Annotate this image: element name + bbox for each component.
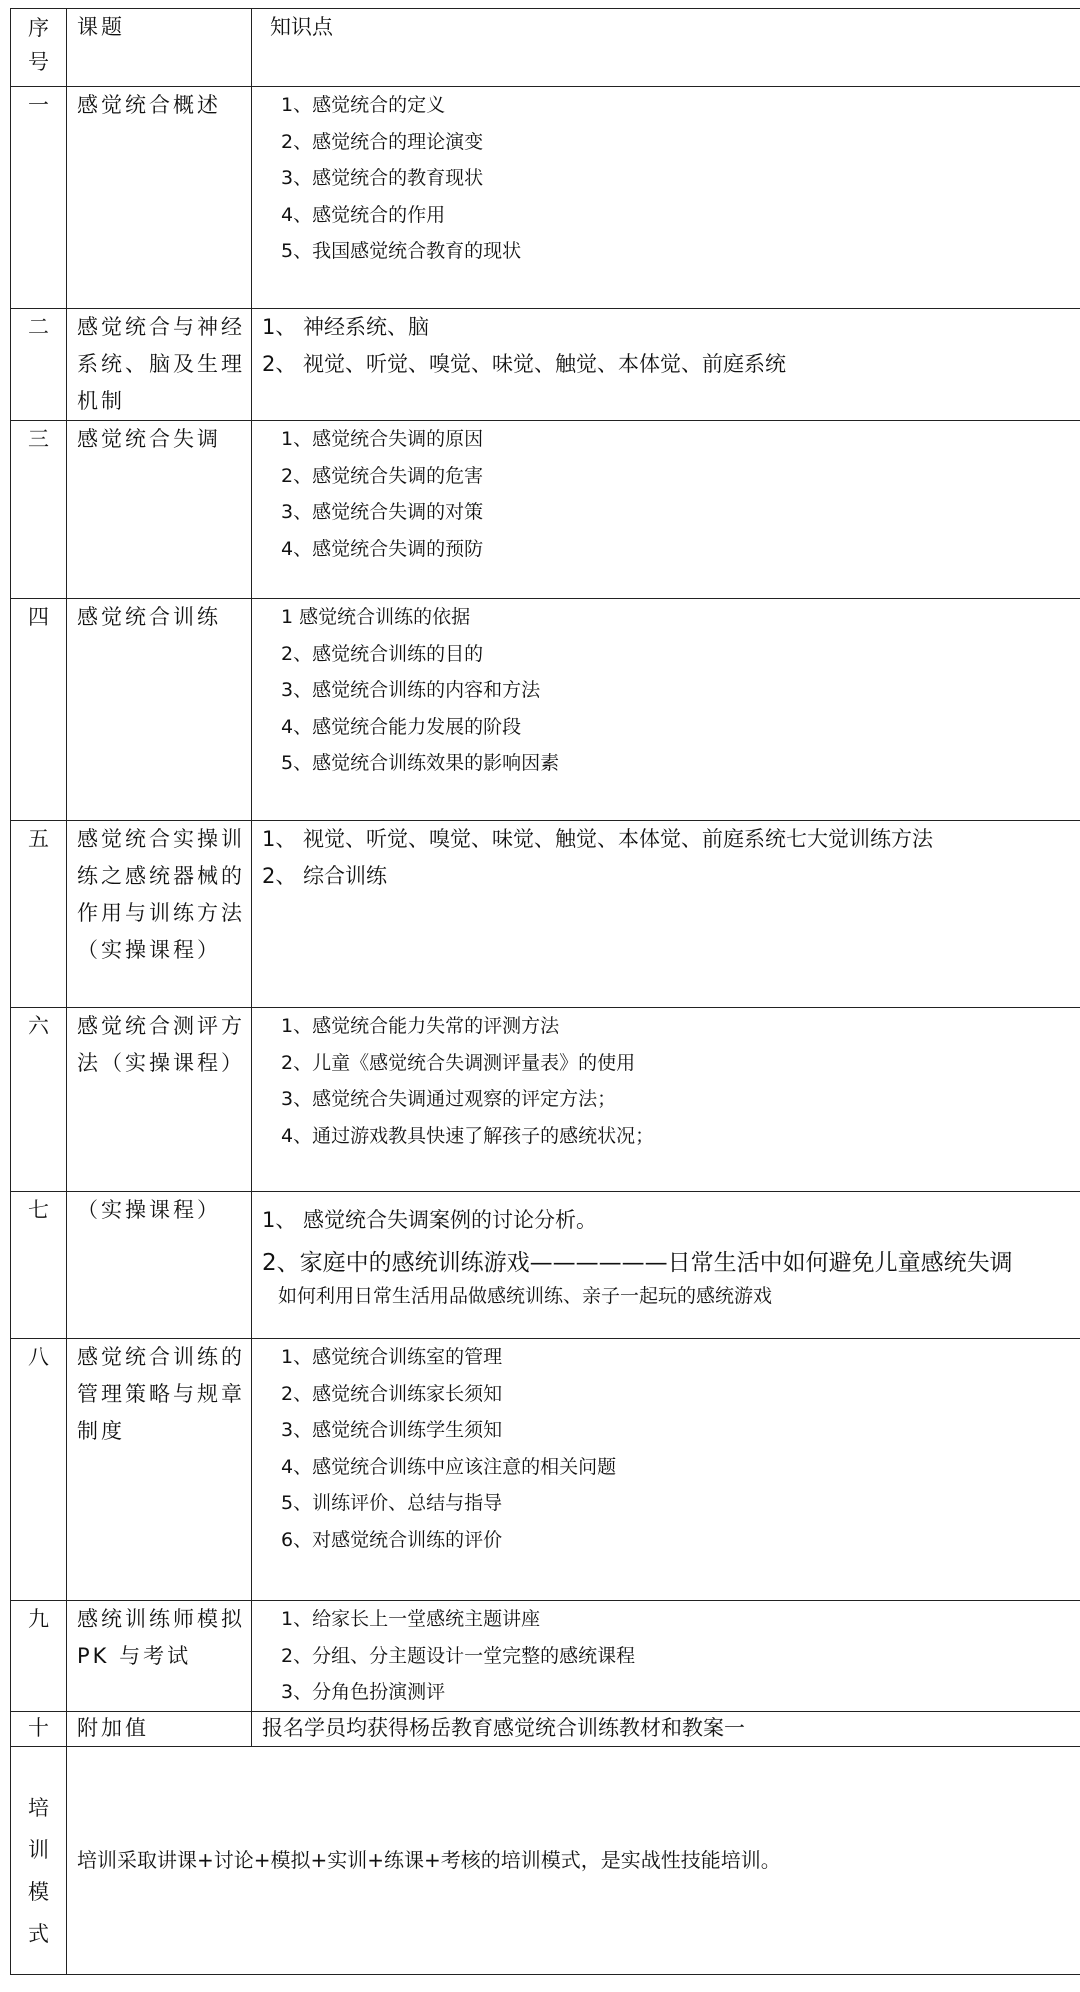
row-points	[252, 87, 1080, 309]
row-points	[252, 1339, 1080, 1601]
row-points	[252, 599, 1080, 821]
row-points	[252, 821, 1080, 1008]
row-topic: （实操课程）	[67, 1192, 252, 1339]
table-row	[11, 821, 1080, 1008]
table-row	[11, 309, 1080, 421]
point-item: 3、感觉统合失调的对策	[281, 501, 484, 523]
table-header-row	[11, 9, 1080, 87]
row-num: 六	[11, 1008, 67, 1192]
row-points	[252, 1601, 1080, 1712]
table-row	[11, 1711, 1080, 1746]
point-item: 1、给家长上一堂感统主题讲座	[281, 1608, 541, 1630]
table-row	[11, 1601, 1080, 1712]
row-points	[252, 421, 1080, 599]
row-points	[252, 1711, 1080, 1746]
point-item: 1、感觉统合失调的原因	[281, 428, 484, 450]
row-num: 十	[11, 1711, 67, 1746]
point-item: 4、感觉统合训练中应该注意的相关问题	[281, 1455, 617, 1478]
row-num: 二	[11, 309, 67, 421]
row-num: 三	[11, 421, 67, 599]
row-num: 一	[11, 87, 67, 309]
point-item: 3、感觉统合训练学生须知	[281, 1419, 503, 1441]
point-item: 2、感觉统合的理论演变	[281, 130, 484, 153]
row-num: 八	[11, 1339, 67, 1601]
point-item: 6、对感觉统合训练的评价	[281, 1528, 503, 1551]
row-points	[252, 1008, 1080, 1192]
row-topic: 感觉统合失调	[67, 421, 252, 599]
row-topic: 感觉统合训练	[67, 599, 252, 821]
curriculum-table	[10, 8, 1080, 1975]
header-num-text: 序 号	[28, 16, 49, 74]
row-topic: 感统训练师模拟 PK 与考试	[67, 1601, 252, 1712]
table-row	[11, 1008, 1080, 1192]
header-points: 知识点	[252, 9, 1080, 87]
row-topic: 感觉统合与神经系统、脑及生理机制	[67, 309, 252, 421]
row-points	[252, 1192, 1080, 1339]
point-item: 1 感觉统合训练的依据	[281, 606, 471, 628]
header-topic: 课题	[67, 9, 252, 87]
table-row	[11, 1339, 1080, 1601]
point-item: 1、 感觉统合失调案例的讨论分析。	[262, 1208, 598, 1232]
point-item: 4、感觉统合能力发展的阶段	[281, 715, 522, 738]
training-mode-label	[11, 1746, 67, 1974]
training-mode-row	[11, 1746, 1080, 1974]
point-item: 5、训练评价、总结与指导	[281, 1492, 503, 1514]
point-item: 5、感觉统合训练效果的影响因素	[281, 752, 560, 774]
row-topic: 感觉统合测评方法（实操课程）	[67, 1008, 252, 1192]
point-item: 4、感觉统合的作用	[281, 203, 446, 226]
point-item: 如何利用日常生活用品做感统训练、亲子一起玩的感统游戏	[278, 1285, 773, 1307]
point-item: 3、感觉统合训练的内容和方法	[281, 679, 541, 701]
header-num	[11, 9, 67, 87]
row-topic: 附加值	[67, 1711, 252, 1746]
point-item: 2、 视觉、听觉、嗅觉、味觉、触觉、本体觉、前庭系统	[262, 352, 787, 376]
row-num: 四	[11, 599, 67, 821]
row-points	[252, 309, 1080, 421]
row-topic: 感觉统合实操训练之感统器械的作用与训练方法（实操课程）	[67, 821, 252, 1008]
point-item: 1、感觉统合训练室的管理	[281, 1346, 503, 1368]
table-row	[11, 87, 1080, 309]
table-row	[11, 599, 1080, 821]
row-num: 七	[11, 1192, 67, 1339]
point-item: 2、分组、分主题设计一堂完整的感统课程	[281, 1644, 636, 1667]
point-item: 4、通过游戏教具快速了解孩子的感统状况；	[281, 1124, 655, 1147]
point-item: 3、感觉统合失调通过观察的评定方法；	[281, 1088, 617, 1110]
training-mode-text: 培训采取讲课+讨论+模拟+实训+练课+考核的培训模式，是实战性技能培训。	[67, 1746, 1080, 1974]
row-num: 九	[11, 1601, 67, 1712]
point-item: 1、 神经系统、脑	[262, 315, 430, 339]
point-item: 2、感觉统合训练家长须知	[281, 1382, 503, 1405]
point-item: 4、感觉统合失调的预防	[281, 537, 484, 560]
point-item: 3、感觉统合的教育现状	[281, 167, 484, 189]
point-item: 2、感觉统合失调的危害	[281, 464, 484, 487]
point-item: 1、 视觉、听觉、嗅觉、味觉、触觉、本体觉、前庭系统七大觉训练方法	[262, 827, 934, 851]
point-item: 3、分角色扮演测评	[281, 1681, 446, 1703]
point-item: 2、 综合训练	[262, 864, 388, 888]
point-item: 1、感觉统合的定义	[281, 94, 446, 116]
point-item: 2、感觉统合训练的目的	[281, 642, 484, 665]
point-item: 报名学员均获得杨岳教育感觉统合训练教材和教案一	[262, 1715, 745, 1740]
table-row	[11, 1192, 1080, 1339]
training-mode-label-text: 培 训 模 式	[28, 1795, 49, 1946]
point-item: 1、感觉统合能力失常的评测方法	[281, 1015, 560, 1037]
point-item: 2、家庭中的感统训练游戏——————日常生活中如何避免儿童感统失调	[262, 1250, 1013, 1276]
row-topic: 感觉统合概述	[67, 87, 252, 309]
row-topic: 感觉统合训练的管理策略与规章制度	[67, 1339, 252, 1601]
point-item: 2、儿童《感觉统合失调测评量表》的使用	[281, 1051, 636, 1074]
row-num: 五	[11, 821, 67, 1008]
table-row	[11, 421, 1080, 599]
point-item: 5、我国感觉统合教育的现状	[281, 240, 522, 262]
